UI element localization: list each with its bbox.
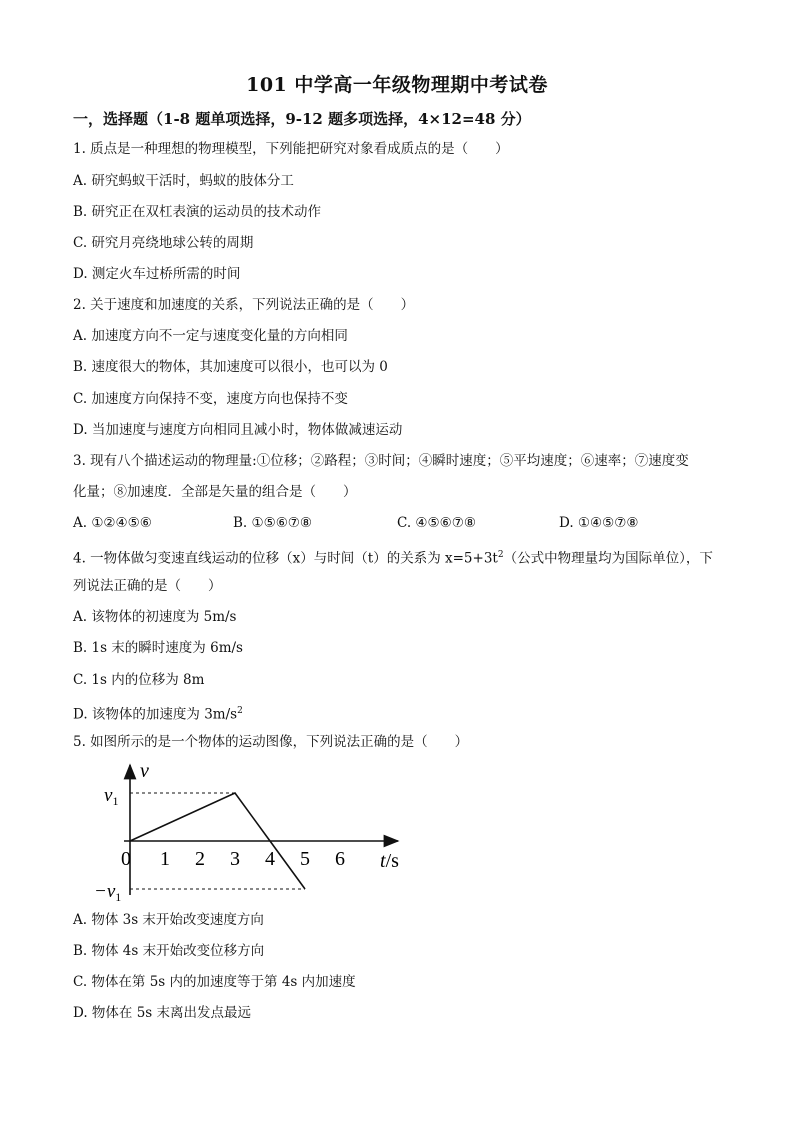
velocity-time-graph xyxy=(90,755,420,905)
t-axis-label-unit: /s xyxy=(385,850,399,872)
question-4-stem-text-end: （公式中物理量均为国际单位），下 xyxy=(503,550,713,567)
page-title: 101 中学高一年级物理期中考试卷 xyxy=(246,74,548,96)
v1-label-sub: 1 xyxy=(112,794,119,808)
t-tick-label-1: 1 xyxy=(160,848,170,870)
question-1-option-d: D. 测定火车过桥所需的时间 xyxy=(73,266,241,282)
v1-label-v: v xyxy=(104,785,113,806)
v-axis-label: v xyxy=(140,760,149,782)
question-3-stem-line-1: 3. 现有八个描述运动的物理量:①位移；②路程；③时间；④瞬时速度；⑤平均速度；⑥速率；⑦速度变 xyxy=(73,453,689,469)
t-tick-label-3: 3 xyxy=(230,848,240,870)
question-4-exponent: 2 xyxy=(497,550,504,560)
question-1-option-a: A. 研究蚂蚁干活时，蚂蚁的肢体分工 xyxy=(73,173,294,189)
question-4-option-d-text: D. 该物体的加速度为 3m/s xyxy=(73,706,238,723)
question-3-option-d: D. ①④⑤⑦⑧ xyxy=(559,515,639,531)
question-2-option-b: B. 速度很大的物体，其加速度可以很小，也可以为 0 xyxy=(73,359,388,375)
t-axis-tick-labels xyxy=(121,848,345,870)
question-4-stem-line-1 xyxy=(73,545,713,569)
question-5-option-c: C. 物体在第 5s 内的加速度等于第 4s 内加速度 xyxy=(73,974,356,990)
t-axis-label-text: t xyxy=(380,850,386,872)
section-heading: 一，选择题（1-8 题单项选择，9-12 题多项选择，4×12=48 分） xyxy=(73,110,531,128)
question-1-option-c: C. 研究月亮绕地球公转的周期 xyxy=(73,235,254,251)
neg-v1-label-sub: 1 xyxy=(115,890,122,904)
question-3-option-b: B. ①⑤⑥⑦⑧ xyxy=(233,515,313,531)
neg-v1-label-v: −v xyxy=(94,881,116,902)
t-tick-label-4: 4 xyxy=(265,848,275,870)
question-4-stem-line-2: 列说法正确的是（ ） xyxy=(73,578,222,594)
question-3-options xyxy=(73,513,723,533)
question-2-option-a: A. 加速度方向不一定与速度变化量的方向相同 xyxy=(73,328,348,344)
question-4-option-a: A. 该物体的初速度为 5m/s xyxy=(73,609,237,625)
t-tick-label-2: 2 xyxy=(195,848,205,870)
question-4-option-c: C. 1s 内的位移为 8m xyxy=(73,672,205,688)
question-2-stem: 2. 关于速度和加速度的关系，下列说法正确的是（ ） xyxy=(73,297,415,313)
question-3-option-c: C. ④⑤⑥⑦⑧ xyxy=(397,515,476,531)
question-4-option-b: B. 1s 末的瞬时速度为 6m/s xyxy=(73,640,243,656)
question-5-option-b: B. 物体 4s 末开始改变位移方向 xyxy=(73,943,265,959)
t-axis-label xyxy=(380,850,399,872)
question-3-stem-line-2: 化量；⑧加速度．全部是矢量的组合是（ ） xyxy=(73,484,357,500)
question-2-option-c: C. 加速度方向保持不变，速度方向也保持不变 xyxy=(73,391,348,407)
question-1-option-b: B. 研究正在双杠表演的运动员的技术动作 xyxy=(73,204,322,220)
question-3-option-a: A. ①②④⑤⑥ xyxy=(73,515,152,531)
t-tick-label-5: 5 xyxy=(300,848,310,870)
question-5-stem: 5. 如图所示的是一个物体的运动图像，下列说法正确的是（ ） xyxy=(73,734,469,750)
question-5-option-d: D. 物体在 5s 末离出发点最远 xyxy=(73,1005,252,1021)
question-1-stem: 1. 质点是一种理想的物理模型，下列能把研究对象看成质点的是（ ） xyxy=(73,141,509,157)
question-4-option-d-exponent: 2 xyxy=(237,706,243,716)
question-4-stem-text: 4. 一物体做匀变速直线运动的位移（x）与时间（t）的关系为 x=5+3t xyxy=(73,550,498,567)
question-4-option-d xyxy=(73,701,243,725)
neg-v1-label xyxy=(94,881,121,904)
question-5-option-a: A. 物体 3s 末开始改变速度方向 xyxy=(73,912,264,928)
question-2-option-d: D. 当加速度与速度方向相同且减小时，物体做减速运动 xyxy=(73,422,403,438)
t-tick-label-6: 6 xyxy=(335,848,345,870)
t-tick-label-0: 0 xyxy=(121,848,131,870)
v1-label xyxy=(104,785,118,808)
